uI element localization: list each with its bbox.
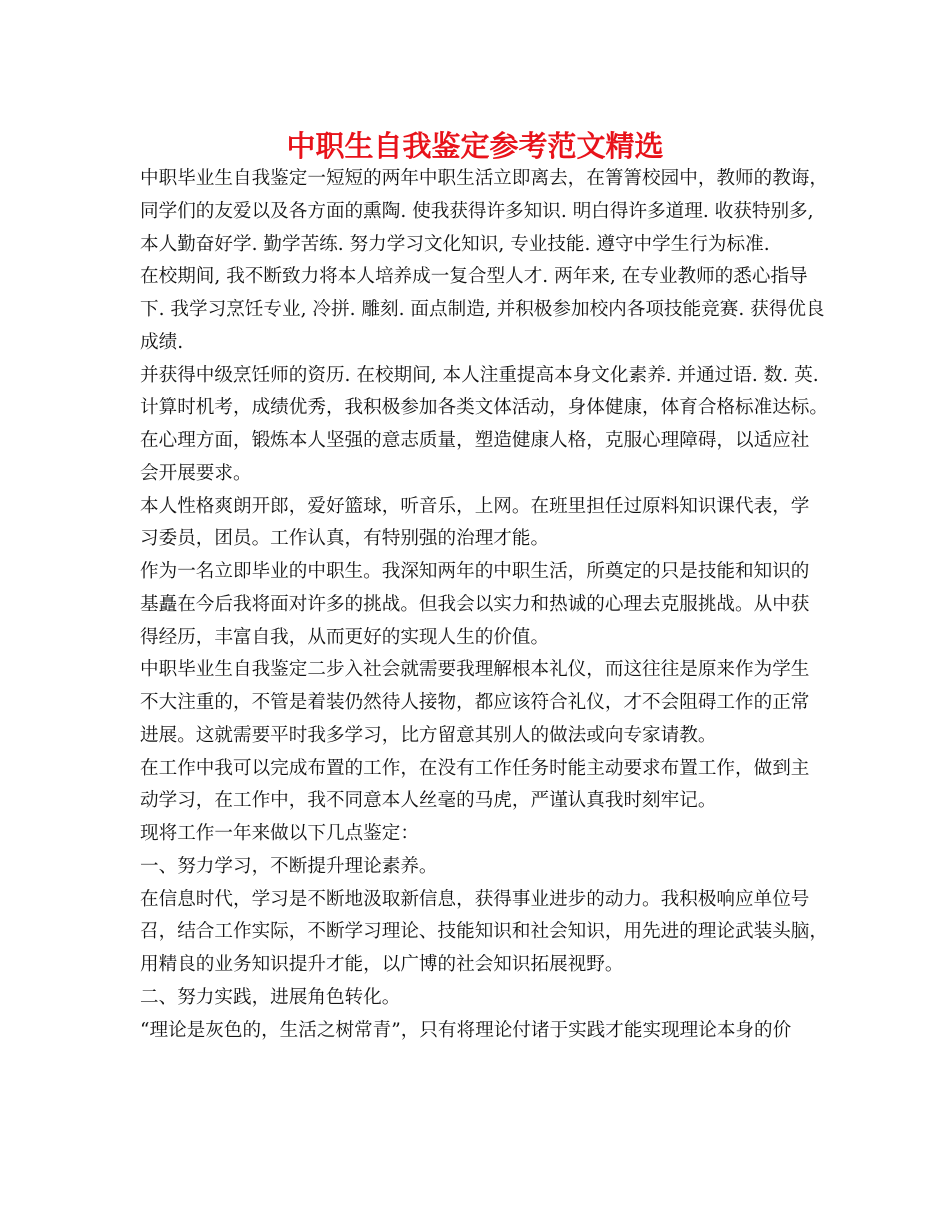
text-line: 成绩. <box>140 331 184 353</box>
text-line: 一、努力学习，不断提升理论素养。 <box>140 855 438 877</box>
text-line: 中职毕业生自我鉴定二步入社会就需要我理解根本礼仪，而这往往是原来作为学生 <box>140 659 810 681</box>
text-line: “理论是灰色的，生活之树常青”，只有将理论付诸于实践才能实现理论本身的价 <box>140 1019 792 1041</box>
text-line: 基矗在今后我将面对许多的挑战。但我会以实力和热诚的心理去克服挑战。从中获 <box>140 593 810 615</box>
text-line: 计算时机考，成绩优秀，我积极参加各类文体活动，身体健康，体育合格标准达标。 <box>140 397 828 419</box>
document-body <box>140 163 840 1047</box>
text-line: 在工作中我可以完成布置的工作，在没有工作任务时能主动要求布置工作，做到主 <box>140 757 810 779</box>
text-line: 作为一名立即毕业的中职生。我深知两年的中职生活，所奠定的只是技能和知识的 <box>140 561 810 582</box>
text-line: 动学习，在工作中，我不同意本人丝毫的马虎，严谨认真我时刻牢记。 <box>140 790 717 812</box>
text-line: 本人性格爽朗开郎，爱好篮球，听音乐，上网。在班里担任过原料知识课代表，学 <box>140 495 810 517</box>
text-line: 召，结合工作实际，不断学习理论、技能知识和社会知识，用先进的理论武装头脑， <box>140 921 828 943</box>
text-line: 二、努力实践，进展角色转化。 <box>140 986 401 1008</box>
text-line: 本人勤奋好学. 勤学苦练. 努力学习文化知识, 专业技能. 遵守中学生行为标准. <box>140 233 770 255</box>
text-line: 不大注重的，不管是着装仍然待人接物，都应该符合礼仪，才不会阻碍工作的正常 <box>140 692 810 713</box>
text-line: 进展。这就需要平时我多学习，比方留意其别人的做法或向专家请教。 <box>140 724 717 746</box>
text-line: 并获得中级烹饪师的资历. 在校期间, 本人注重提高本身文化素养. 并通过语. 数. 英. <box>140 364 819 386</box>
text-line: 现将工作一年来做以下几点鉴定： <box>140 823 419 844</box>
document-title: 中职生自我鉴定参考范文精选 <box>286 129 664 163</box>
text-line: 用精良的业务知识提升才能，以广博的社会知识拓展视野。 <box>140 954 624 975</box>
text-line: 下. 我学习烹饪专业, 冷拼. 雕刻. 面点制造, 并积极参加校内各项技能竞赛. 获得优良 <box>140 299 825 320</box>
text-line: 会开展要求。 <box>140 462 252 484</box>
text-line: 中职毕业生自我鉴定一短短的两年中职生活立即离去，在箐箐校园中，教师的教诲， <box>140 168 828 189</box>
text-line: 在校期间, 我不断致力将本人培养成一复合型人才. 两年来, 在专业教师的悉心指导 <box>140 266 808 288</box>
text-line: 得经历，丰富自我，从而更好的实现人生的价值。 <box>140 626 550 648</box>
text-line: 在信息时代，学习是不断地汲取新信息，获得事业进步的动力。我积极响应单位号 <box>140 888 810 910</box>
text-line: 习委员，团员。工作认真，有特别强的治理才能。 <box>140 528 550 550</box>
text-line: 同学们的友爱以及各方面的熏陶. 使我获得许多知识. 明白得许多道理. 收获特别多, <box>140 200 814 222</box>
text-line: 在心理方面，锻炼本人坚强的意志质量，塑造健康人格，克服心理障碍，以适应社 <box>140 430 810 451</box>
